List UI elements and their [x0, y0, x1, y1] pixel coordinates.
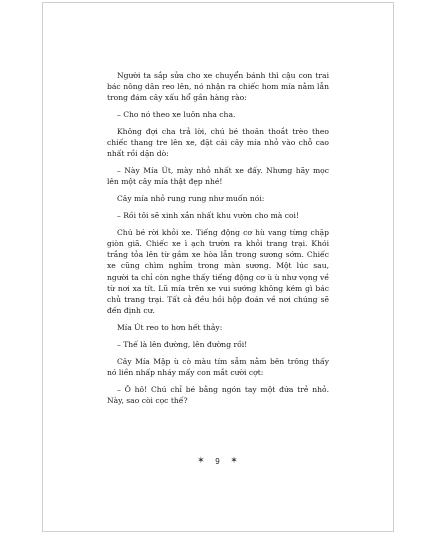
- paragraph: – Thế là lên đường, lên đường rồi!: [117, 339, 248, 349]
- star-ornament-icon: ✶: [197, 456, 205, 466]
- paragraph: Mía Út reo to hơn hết thảy:: [117, 323, 223, 333]
- paragraph: – Rồi tôi sẽ xinh xắn nhất khu vườn cho mà coi!: [117, 211, 300, 220]
- paragraph: Không đợi cha trả lời, chú bé thoăn thoắt trèo theo chiếc thang tre lên xe, đặt cái cây mía nhỏ vào chỗ cao nhất rồi dặn dò:: [107, 127, 329, 159]
- paragraph: Cây mía nhỏ rung rung như muốn nói:: [117, 194, 265, 204]
- paragraph: – Cho nó theo xe luôn nha cha.: [117, 110, 236, 120]
- paragraph: Người ta sắp sửa cho xe chuyển bánh thì cậu con trai bác nông dân reo lên, nó nhận ra chiếc hom mía nằm lẫn trong đám cây xấu hổ gần hàng rào:: [107, 71, 329, 103]
- paragraph: Cây Mía Mập ù cò màu tím sẫm nằm bên trông thấy nó liền nhấp nháy mấy con mắt cười cợt:: [107, 356, 329, 377]
- paragraph: – Này Mía Út, mày nhỏ nhất xe đấy. Nhưng hãy mọc lên một cây mía thật đẹp nhé!: [107, 166, 329, 187]
- star-ornament-icon: ✶: [230, 456, 238, 466]
- paragraph: Chú bé rời khỏi xe. Tiếng động cơ hù vang từng chặp giòn giã. Chiếc xe ì ạch trườn ra khỏi trang trại. Khói trắng tỏa lên từ gầm xe hòa lẫn trong sương sớm. Chiếc xe cũng chìm nghỉm trong màn sương. Một lúc sau, người ta chỉ còn nghe thấy tiếng động cơ ù ù như vọng về từ nơi xa tít. Lũ mía trên xe vui sướng không kém gì bác chủ trang trại. Tất cả đều hồi hộp đoán về nơi chúng sẽ đến định cư.: [107, 227, 329, 316]
- page-footer: [0, 456, 435, 466]
- page-number: 9: [215, 456, 220, 466]
- paragraph: – Ô hô! Chú chỉ bé bằng ngón tay một đứa trẻ nhỏ. Này, sao còi cọc thế?: [107, 384, 329, 405]
- body-text: [107, 70, 329, 412]
